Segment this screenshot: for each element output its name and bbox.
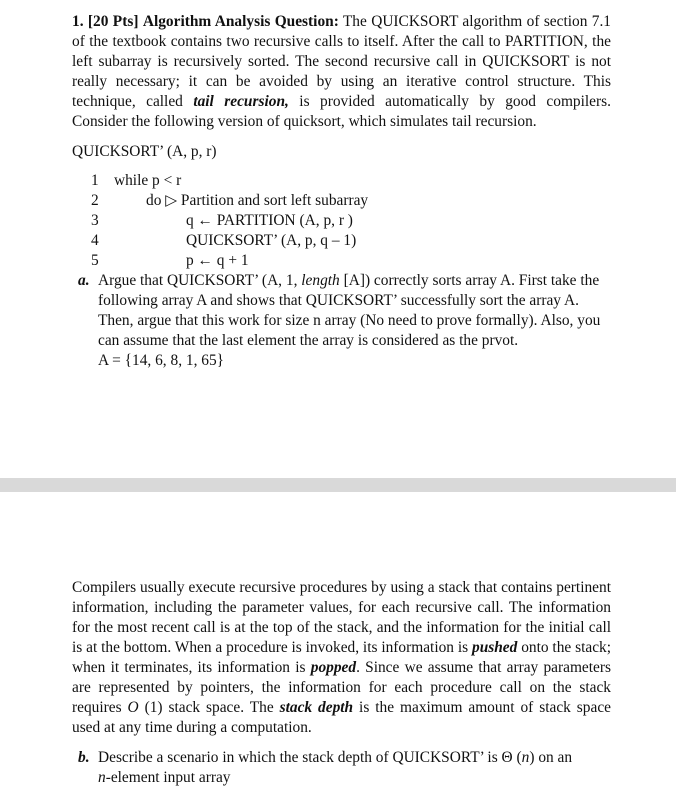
code-line: QUICKSORT’ (A, p, q – 1) — [186, 232, 357, 249]
part-b — [72, 748, 612, 788]
array-line: A = {14, 6, 8, 1, 65} — [98, 352, 225, 369]
page-divider — [0, 478, 676, 493]
term-tail-recursion: tail recursion, — [193, 93, 289, 110]
question-number: 1. — [72, 13, 84, 30]
code-line: while p < r — [114, 172, 182, 189]
code-line: do ▷ Partition and sort left subarray — [146, 192, 369, 209]
code-line: p ← q + 1 — [186, 252, 249, 269]
part-b-text: Describe a scenario in which the stack depth of QUICKSORT’ is Θ (n) on an n-element input array — [98, 749, 573, 786]
line-number: 1 — [91, 172, 99, 189]
term-stack-depth: stack depth — [279, 699, 354, 716]
stack-paragraph: Compilers usually execute recursive procedures by using a stack that contains pertinent information, including the parameter values, for each recursive call. The information for the most recent call is at the top of the stack, and the information for the initial call is at the bottom. When a procedure is invoked, its information is pushed onto the stack; when it terminates, its information is popped. Since we assume that array parameters are represented by pointers, the information for each procedure call on the stack requires O (1) stack space. The stack depth is the maximum amount of stack space used at any time during a computation. — [72, 579, 612, 736]
document-page-2 — [0, 492, 676, 804]
question-points: [20 Pts] — [87, 13, 139, 30]
line-number: 2 — [91, 192, 99, 209]
line-number: 5 — [91, 252, 99, 269]
pseudocode-header: QUICKSORT’ (A, p, r) — [72, 143, 217, 160]
part-b-label: b. — [78, 749, 90, 766]
part-a — [72, 271, 612, 371]
code-line: q ← PARTITION (A, p, r ) — [186, 212, 353, 229]
term-popped: popped — [310, 659, 357, 676]
line-number: 4 — [91, 232, 99, 249]
question-intro: 1. [20 Pts] Algorithm Analysis Question: The QUICKSORT algorithm of section 7.1 of the textbook contains two recursive calls to itself. After the call to PARTITION, the left subarray is recursively sorted. The second recursive call in QUICKSORT is not really necessary; it can be avoided by using an iterative control structure. This technique, called tail recursion, is provided automatically by good compilers. Consider the following version of quicksort, which simulates tail recursion. — [72, 13, 612, 130]
line-number: 3 — [91, 212, 99, 229]
term-pushed: pushed — [472, 639, 518, 656]
part-a-text: Argue that QUICKSORT’ (A, 1, length [A]) correctly sorts array A. First take the following array A and shows that QUICKSORT’ successfully sort the array A. Then, argue that this work for size n array (No need to prove formally). Also, you can assume that the last element the array is considered as the prvot. A = {14, 6, 8, 1, 65} — [98, 272, 601, 369]
question-title: Algorithm Analysis Question: — [142, 13, 339, 30]
part-a-label: a. — [78, 272, 90, 289]
